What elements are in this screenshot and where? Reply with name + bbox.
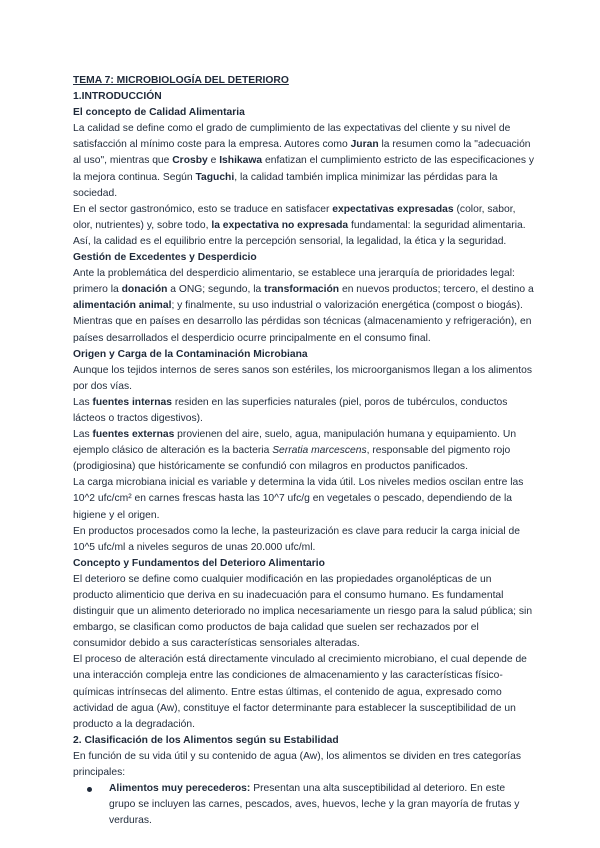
section-heading-introduccion: 1.INTRODUCCIÓN [73,91,162,103]
list-item: Alimentos muy perecederos: Presentan una alta susceptibilidad al deterioro. En este grupo se incluyen las carnes, pescados, aves, huevos, leche y la gran mayoría de frutas y verduras. [87,781,534,829]
paragraph: El deterioro se define como cualquier modificación en las propiedades organolépticas de un producto alimenticio que deriva en su inadecuación para el consumo humano. Es fundamental distinguir que un alimento deteriorado no implica necesariamente un riesgo para la salud pública; sin embargo, se clasifican como productos de baja calidad que suelen ser rechazados por el consumidor debido a sus características sensoriales alteradas. [73,573,533,650]
subheading-gestion: Gestión de Excedentes y Desperdicio [73,252,257,264]
subheading-calidad: El concepto de Calidad Alimentaria [73,107,245,119]
subheading-origen: Origen y Carga de la Contaminación Microbiana [73,348,308,360]
paragraph: La calidad se define como el grado de cumplimiento de las expectativas del cliente y su nivel de satisfacción al mínimo coste para la empresa. Autores como Juran la resumen como la "adecuación al uso", mientras que Crosby e Ishikawa enfatizan el cumplimiento estricto de las especificaciones y la mejora continua. Según Taguchi, la calidad también implica minimizar las pérdidas para la sociedad. [73,123,534,199]
paragraph: La carga microbiana inicial es variable y determina la vida útil. Los niveles medios oscilan entre las 10^2 ufc/cm² en carnes frescas hasta las 10^7 ufc/g en vegetales o pescado, dependiendo de la higiene y el origen. [73,477,524,521]
paragraph: En productos procesados como la leche, la pasteurización es clave para reducir la carga inicial de 10^5 ufc/ml a niveles seguros de unas 20.000 ufc/ml. [73,525,521,553]
paragraph: En el sector gastronómico, esto se traduce en satisfacer expectativas expresadas (color, sabor, olor, nutrientes) y, sobre todo, la expectativa no expresada fundamental: la seguridad alimentaria. Así, la calidad es el equilibrio entre la percepción sensorial, la legalidad, la ética y la seguridad. [73,203,526,247]
paragraph: Las fuentes internas residen en las superficies naturales (piel, poros de tubérculos, conductos lácteos o tractos digestivos). [73,396,508,424]
paragraph: Las fuentes externas provienen del aire, suelo, agua, manipulación humana y equipamiento. Un ejemplo clásico de alteración es la bacteria Serratia marcescens, responsable del pigmento rojo (prodigiosina) que históricamente se confundió con milagros en productos panificados. [73,429,517,473]
bullet-list [73,781,534,829]
paragraph: Ante la problemática del desperdicio alimentario, se establece una jerarquía de prioridades legal: primero la donación a ONG; segundo, la transformación en nuevos productos; tercero, el destino a alimentación animal; y finalmente, su uso industrial o valorización energética (compost o biogás). [73,268,534,312]
section-heading-clasificacion: 2. Clasificación de los Alimentos según su Estabilidad [73,734,339,746]
paragraph: Mientras que en países en desarrollo las pérdidas son técnicas (almacenamiento y refrigeración), en países desarrollados el desperdicio ocurre principalmente en el consumo final. [73,316,532,344]
document-title: TEMA 7: MICROBIOLOGÍA DEL DETERIORO [73,75,289,86]
paragraph: Aunque los tejidos internos de seres sanos son estériles, los microorganismos llegan a los alimentos por dos vías. [73,364,533,392]
subheading-concepto: Concepto y Fundamentos del Deterioro Alimentario [73,557,325,569]
paragraph: En función de su vida útil y su contenido de agua (Aw), los alimentos se dividen en tres categorías principales: [73,750,521,779]
paragraph: El proceso de alteración está directamente vinculado al crecimiento microbiano, el cual depende de una interacción compleja entre las condiciones de almacenamiento y las características físico-químicas intrínsecas del alimento. Entre estas últimas, el contenido de agua, expresado como actividad de agua (Aw), constituye el factor determinante para establecer la susceptibilidad de un producto a la degradación. [73,654,527,730]
